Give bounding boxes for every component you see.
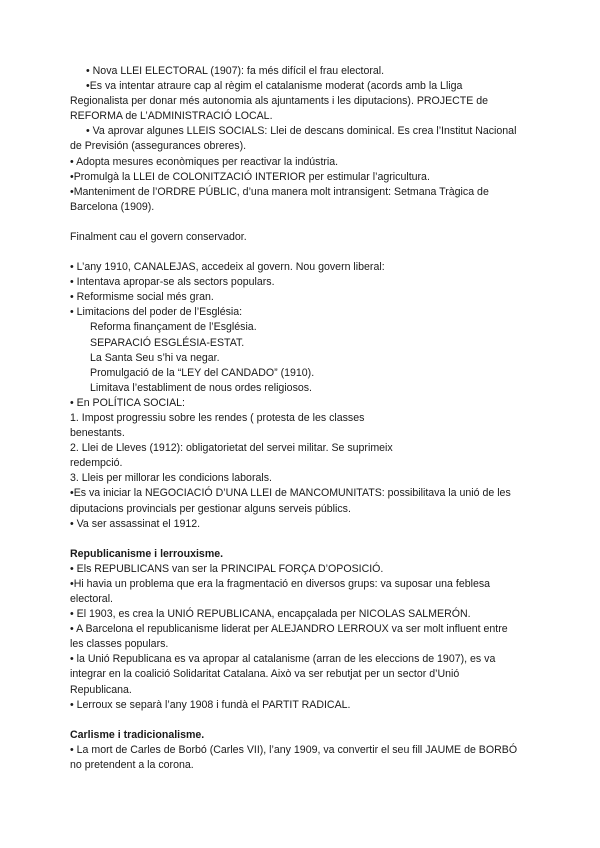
paragraph-colonization: •Promulgà la LLEI de COLONITZACIÓ INTERIOR per estimular l’agricultura.: [70, 170, 430, 183]
paragraph-public-order: •Manteniment de l’ORDRE PÚBLIC, d’una manera molt intransigent: Setmana Tràgica de Barcelona (1909).: [70, 185, 489, 213]
list-item: • Els REPUBLICANS van ser la PRINCIPAL FORÇA D’OPOSICIÓ.: [70, 562, 384, 575]
paragraph-economy: • Adopta mesures econòmiques per reactivar la indústria.: [70, 155, 339, 168]
church-item: Reforma finançament de l’Església.: [90, 321, 257, 334]
church-item: Limitava l’establiment de nous ordes religiosos.: [90, 381, 312, 394]
list-item: • El 1903, es crea la UNIÓ REPUBLICANA, encapçalada per NICOLAS SALMERÓN.: [70, 608, 471, 621]
church-item: La Santa Seu s’hi va negar.: [90, 351, 220, 364]
list-item: • La mort de Carles de Borbó (Carles VII), l’any 1909, va convertir el seu fill JAUME de BORBÓ no pretendent a la corona.: [70, 743, 518, 771]
bullet-assassination: • Va ser assassinat el 1912.: [70, 517, 201, 530]
bullet-canalejas: • L’any 1910, CANALEJAS, accedeix al govern. Nou govern liberal:: [70, 261, 385, 274]
numbered-item-3: 3. Lleis per millorar les condicions laborals.: [70, 472, 272, 485]
list-item: • A Barcelona el republicanisme liderat per ALEJANDRO LERROUX va ser molt influent entre les classes populars.: [70, 623, 508, 651]
bullet-social-reformism: • Reformisme social més gran.: [70, 291, 214, 304]
bullet-popular-sectors: • Intentava apropar-se als sectors populars.: [70, 276, 275, 289]
section-heading-republicanisme: Republicanisme i lerrouxisme.: [70, 547, 224, 560]
bullet-church-limits: • Limitacions del poder de l’Església:: [70, 306, 243, 319]
list-item: •Hi havia un problema que era la fragmentació en diversos grups: va suposar una feblesa electoral.: [70, 577, 491, 605]
paragraph-conclusion: Finalment cau el govern conservador.: [70, 230, 247, 243]
numbered-item-1-cont: benestants.: [70, 427, 125, 440]
section-heading-carlisme: Carlisme i tradicionalisme.: [70, 728, 205, 741]
bullet-mancomunitats: •Es va iniciar la NEGOCIACIÓ D’UNA LLEI de MANCOMUNITATS: possibilitava la unió de les diputacions provincials per gestionar alguns serveis públics.: [70, 487, 511, 515]
numbered-item-1: 1. Impost progressiu sobre les rendes ( protesta de les classes: [70, 411, 365, 424]
paragraph-social-laws: • Va aprovar algunes LLEIS SOCIALS: Llei de descans dominical. Es crea l’Institut Nacional de Previsión (assegurances obreres).: [70, 125, 517, 153]
paragraph-electoral-law: • Nova LLEI ELECTORAL (1907): fa més difícil el frau electoral.: [86, 65, 385, 77]
church-item: Promulgació de la “LEY del CANDADO” (1910).: [90, 366, 315, 379]
list-item: • Lerroux se separà l’any 1908 i fundà el PARTIT RADICAL.: [70, 698, 351, 711]
church-item: SEPARACIÓ ESGLÉSIA-ESTAT.: [90, 336, 245, 349]
numbered-item-2-cont: redempció.: [70, 457, 123, 470]
document-body: [70, 64, 522, 773]
paragraph-catalanism: •Es va intentar atraure cap al règim el catalanisme moderat (acords amb la Lliga Regionalista per donar més autonomia als ajuntaments i les diputacions). PROJECTE de REFORMA de L’ADMINISTRACIÓ LOCAL.: [70, 80, 489, 123]
numbered-item-2: 2. Llei de Lleves (1912): obligatorietat del servei militar. Se suprimeix: [70, 442, 393, 455]
bullet-social-policy: • En POLÍTICA SOCIAL:: [70, 396, 185, 409]
list-item: • la Unió Republicana es va apropar al catalanisme (arran de les eleccions de 1907), es va integrar en la coalició Solidaritat Catalana. Això va ser rebutjat per un sector d’Unió Republicana.: [70, 653, 496, 696]
